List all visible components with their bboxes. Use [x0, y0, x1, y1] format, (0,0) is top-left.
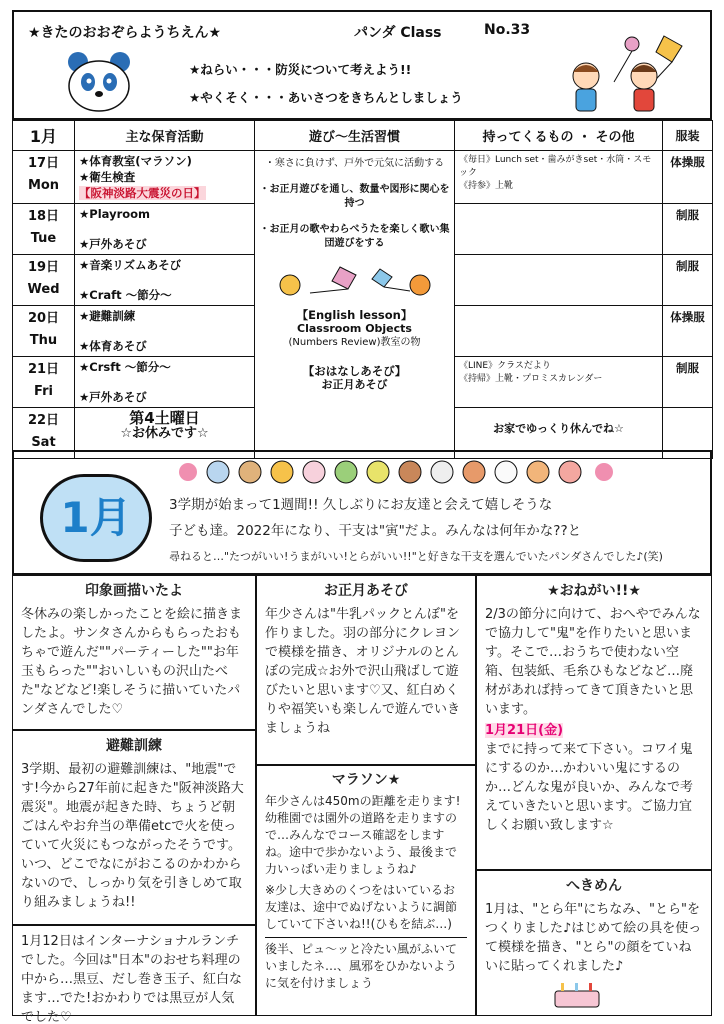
month-banner — [12, 450, 712, 575]
box-text: 1月は、"とら年"にちなみ、"とら"をつくりました♪はじめて絵の具を使って模様を描き、"とら"の顔をていねいに貼ってくれました♪ — [485, 902, 702, 974]
box-title: 印象画描いたよ — [85, 583, 183, 599]
wall-display-box — [476, 870, 712, 1016]
play-header: 遊び～生活習慣 — [255, 121, 455, 151]
activity: ★Crsft ～節分～ — [79, 360, 171, 374]
story-play-title: 【おはなしあそび】 — [302, 364, 407, 378]
memorial-day-label: 【阪神淡路大震災の日】 — [79, 186, 206, 200]
evacuation-drill-box — [12, 730, 256, 925]
weekday: Wed — [27, 282, 60, 297]
box-text: 年少さんは450mの距離を走ります!幼稚園では園外の道路を走りますので…みんなでコース確認をしますね。途中で歩かないよう、最後まで力いっぱい走りましょうね♪ — [265, 794, 461, 876]
date: 17日 — [27, 156, 60, 171]
english-lesson-title: 【English lesson】 — [296, 308, 413, 322]
items-note: 《持帰》上靴・プロミスカレンダー — [459, 374, 603, 384]
activity-header: 主な保育活動 — [75, 121, 255, 151]
box-title: マラソン★ — [331, 772, 401, 788]
month-message-line: 3学期が始まって1週間!! 久しぶりにお友達と会えて嬉しそうな — [169, 497, 553, 513]
items-note: お家でゆっくり休んでね☆ — [455, 408, 663, 459]
class-name: パンダ Class — [354, 25, 442, 41]
activity: ★音楽リズムあそび — [79, 258, 182, 272]
box-text: までに持って来て下さい。コワイ鬼にするのか…かわいい鬼にするのか…どんな鬼が良いか、みんなで考えていきたいと思います。ご協力宜しくお願い致します☆ — [485, 742, 694, 833]
box-title: お正月あそび — [324, 583, 408, 599]
activity: ☆お休みです☆ — [120, 426, 209, 441]
date: 21日 — [27, 362, 60, 377]
activity: ★戸外あそび — [79, 390, 147, 404]
weekday: Mon — [27, 178, 60, 193]
items-header: 持ってくるもの ・ その他 — [455, 121, 663, 151]
play-goal: ・寒さに負けず、戸外で元気に活動する — [264, 158, 445, 169]
box-text: ※少し大きめのくつをはいているお友達は、途中でぬげないように調節していて下さいね!!(ひもを結ぶ…) — [265, 883, 458, 931]
items-note: 《持参》上靴 — [459, 181, 514, 191]
uniform: 制服 — [663, 204, 713, 255]
weekday: Tue — [30, 231, 57, 246]
activity: ★避難訓練 — [79, 309, 136, 323]
box-title: 避難訓練 — [106, 738, 162, 754]
table-row — [13, 151, 713, 204]
activity: ★Craft ～節分～ — [79, 288, 172, 302]
month-message-line: 尋ねると…"たつがいい!うまがいい!とらがいい!!"と好きな干支を選んでいたパンダさんでした♪(笑) — [169, 550, 663, 563]
class-aim: ★ねらい・・・防災について考えよう!! — [189, 62, 412, 77]
english-review: (Numbers Review)教室の物 — [288, 337, 421, 348]
date: 19日 — [27, 260, 60, 275]
issue-number: No.33 — [484, 22, 531, 38]
activity: 第4土曜日 — [129, 409, 200, 427]
activity: ★衛生検査 — [79, 170, 136, 184]
uniform: 体操服 — [663, 306, 713, 357]
date: 20日 — [27, 311, 60, 326]
month-header: 1月 — [13, 121, 75, 151]
month-badge: 1月 — [40, 474, 152, 562]
box-text: 3学期、最初の避難訓練は、"地震"です!今から27年前に起きた"阪神淡路大震災"。地震が起きた時、ちょうど朝ごはんやお弁当の準備etcで火を使っていて火災にもつながったそうです。いつ、どこでなにがおこるのかわからないので、しっかり気を引きしめて取り組みましょうね!! — [21, 762, 244, 910]
box-text: 2/3の節分に向けて、おへやでみんなで協力して"鬼"を作りたいと思います。そこで…おうちで使わない空箱、包装紙、毛糸ひもなどなど…廃材があれば持ってきて頂きたいと思います。 — [485, 607, 701, 717]
uniform: 制服 — [663, 255, 713, 306]
activity: ★戸外あそび — [79, 237, 147, 251]
box-text: 年少さんは"牛乳パックとんぼ"を作りました。羽の部分にクレヨンで模様を描き、オリジナルのとんぼの完成☆お外で沢山飛ばして遊びたいと思います♡又、紅白めくりや福笑いも楽しんで遊んでいきましょうね — [265, 607, 461, 736]
international-lunch-box — [12, 925, 256, 1024]
month-message — [169, 492, 704, 570]
date: 22日 — [27, 413, 60, 428]
box-text: 1月12日はインターナショナルランチでした。今回は"日本"のおせち料理の中から…黒豆、だし巻き玉子、紅白なます…でた!おかわりでは黒豆が人気でした♡ — [21, 934, 243, 1024]
box-text: 後半、ピュ～ッと冷たい風がふいていましたネ…、風邪をひかないように気を付けましょう — [265, 937, 467, 992]
story-play-topic: お正月あそび — [321, 378, 388, 391]
uniform: 制服 — [663, 357, 713, 408]
activity: ★体育あそび — [79, 339, 147, 353]
box-title: へきめん — [566, 878, 622, 894]
kids-with-kite-illustration — [554, 32, 704, 118]
impression-drawing-box — [12, 575, 256, 730]
english-topic: Classroom Objects — [297, 322, 412, 335]
weekday: Thu — [29, 333, 58, 348]
marathon-box — [256, 765, 476, 1016]
activity: ★Playroom — [79, 207, 151, 221]
activity: ★体育教室(マラソン) — [79, 154, 192, 168]
date: 18日 — [27, 209, 60, 224]
school-name: ★きたのおおぞらようちえん★ — [28, 25, 222, 41]
new-year-play-illustration — [270, 263, 440, 299]
request-box — [476, 575, 712, 870]
box-text: 冬休みの楽しかったことを絵に描きましたよ。サンタさんからもらったおもちゃで遊んだ""パーティーした""お年玉もらった""おいしいもの沢山たべた"などなど!楽しそうに描いていたパンダさんでした♡ — [21, 607, 243, 717]
cake-illustration — [547, 979, 607, 1009]
weekday: Sat — [31, 435, 56, 450]
header — [12, 10, 712, 120]
panda-illustration — [64, 50, 134, 112]
play-goal: ・お正月遊びを通し、数量や図形に関心を持つ — [259, 184, 450, 209]
items-note — [455, 204, 663, 255]
class-promise: ★やくそく・・・あいさつをきちんとしましょう — [189, 90, 463, 105]
uniform-header: 服装 — [663, 121, 713, 151]
month-message-line: 子ども達。2022年になり、干支は"寅"だよ。みんなは何年かな??と — [169, 523, 582, 539]
new-year-play-box — [256, 575, 476, 765]
box-title: ★おねがい!!★ — [547, 583, 641, 599]
items-note — [455, 306, 663, 357]
weekly-schedule-table — [12, 120, 713, 459]
zodiac-animals-illustration — [174, 458, 694, 486]
newsletter-sheet — [12, 10, 712, 1024]
items-note: 《毎日》Lunch set・歯みがきset・水筒・スモック — [459, 155, 652, 178]
uniform: 体操服 — [663, 151, 713, 204]
deadline-date: 1月21日(金) — [485, 723, 564, 738]
play-habits-cell — [255, 151, 455, 459]
play-goal: ・お正月の歌やわらべうたを楽しく歌い集団遊びをする — [259, 224, 450, 249]
items-note: 《LINE》クラスだより — [459, 361, 551, 371]
weekday: Fri — [34, 384, 53, 399]
items-note — [455, 255, 663, 306]
